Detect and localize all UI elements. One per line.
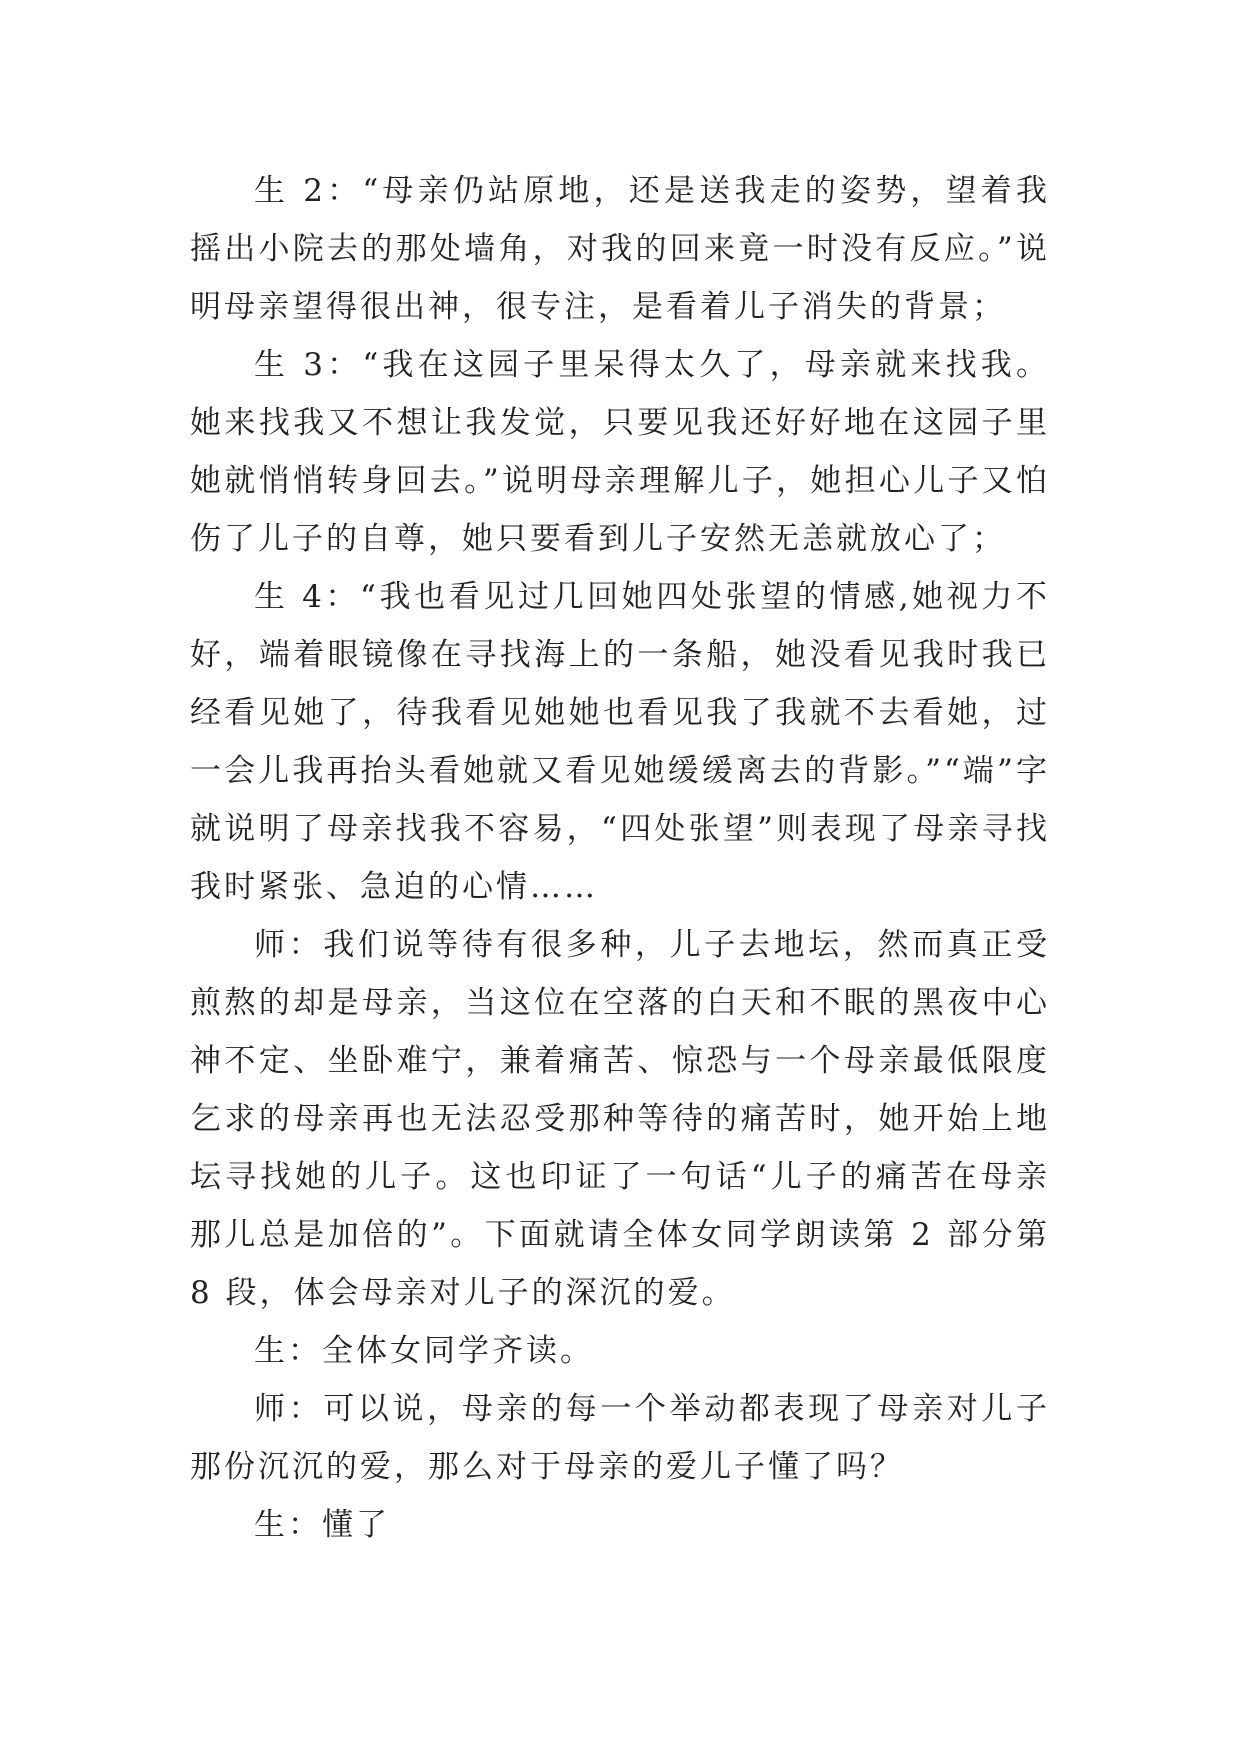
paragraph-student-reading: 生：全体女同学齐读。 bbox=[254, 1333, 594, 1369]
document-body bbox=[190, 162, 1050, 1554]
paragraph-student-3: 生 3：“我在这园子里呆得太久了，母亲就来找我。她来找我又不想让我发觉，只要见我还好好地在这园子里她就悄悄转身回去。”说明母亲理解儿子，她担心儿子又怕伤了儿子的自尊，她只要看到儿子安然无恙就放心了； bbox=[190, 347, 1050, 557]
paragraph-student-4: 生 4：“我也看见过几回她四处张望的情感,她视力不好，端着眼镜像在寻找海上的一条船，她没看见我时我已经看见她了，待我看见她她也看见我了我就不去看她，过一会儿我再抬头看她就又看见她缓缓离去的背影。”“端”字就说明了母亲找我不容易，“四处张望”则表现了母亲寻找我时紧张、急迫的心情…… bbox=[190, 579, 1050, 905]
paragraph-teacher-1: 师：我们说等待有很多种，儿子去地坛，然而真正受煎熬的却是母亲，当这位在空落的白天和不眠的黑夜中心神不定、坐卧难宁，兼着痛苦、惊恐与一个母亲最低限度乞求的母亲再也无法忍受那种等待的痛苦时，她开始上地坛寻找她的儿子。这也印证了一句话“儿子的痛苦在母亲那儿总是加倍的”。下面就请全体女同学朗读第 2 部分第 8 段，体会母亲对儿子的深沉的爱。 bbox=[190, 927, 1050, 1311]
paragraph-teacher-2: 师：可以说，母亲的每一个举动都表现了母亲对儿子那份沉沉的爱，那么对于母亲的爱儿子懂了吗？ bbox=[190, 1391, 1050, 1485]
paragraph-student-2: 生 2：“母亲仍站原地，还是送我走的姿势，望着我摇出小院去的那处墙角，对我的回来竟一时没有反应。”说明母亲望得很出神，很专注，是看着儿子消失的背景； bbox=[190, 173, 1050, 325]
paragraph-student-answer: 生：懂了 bbox=[254, 1507, 390, 1543]
